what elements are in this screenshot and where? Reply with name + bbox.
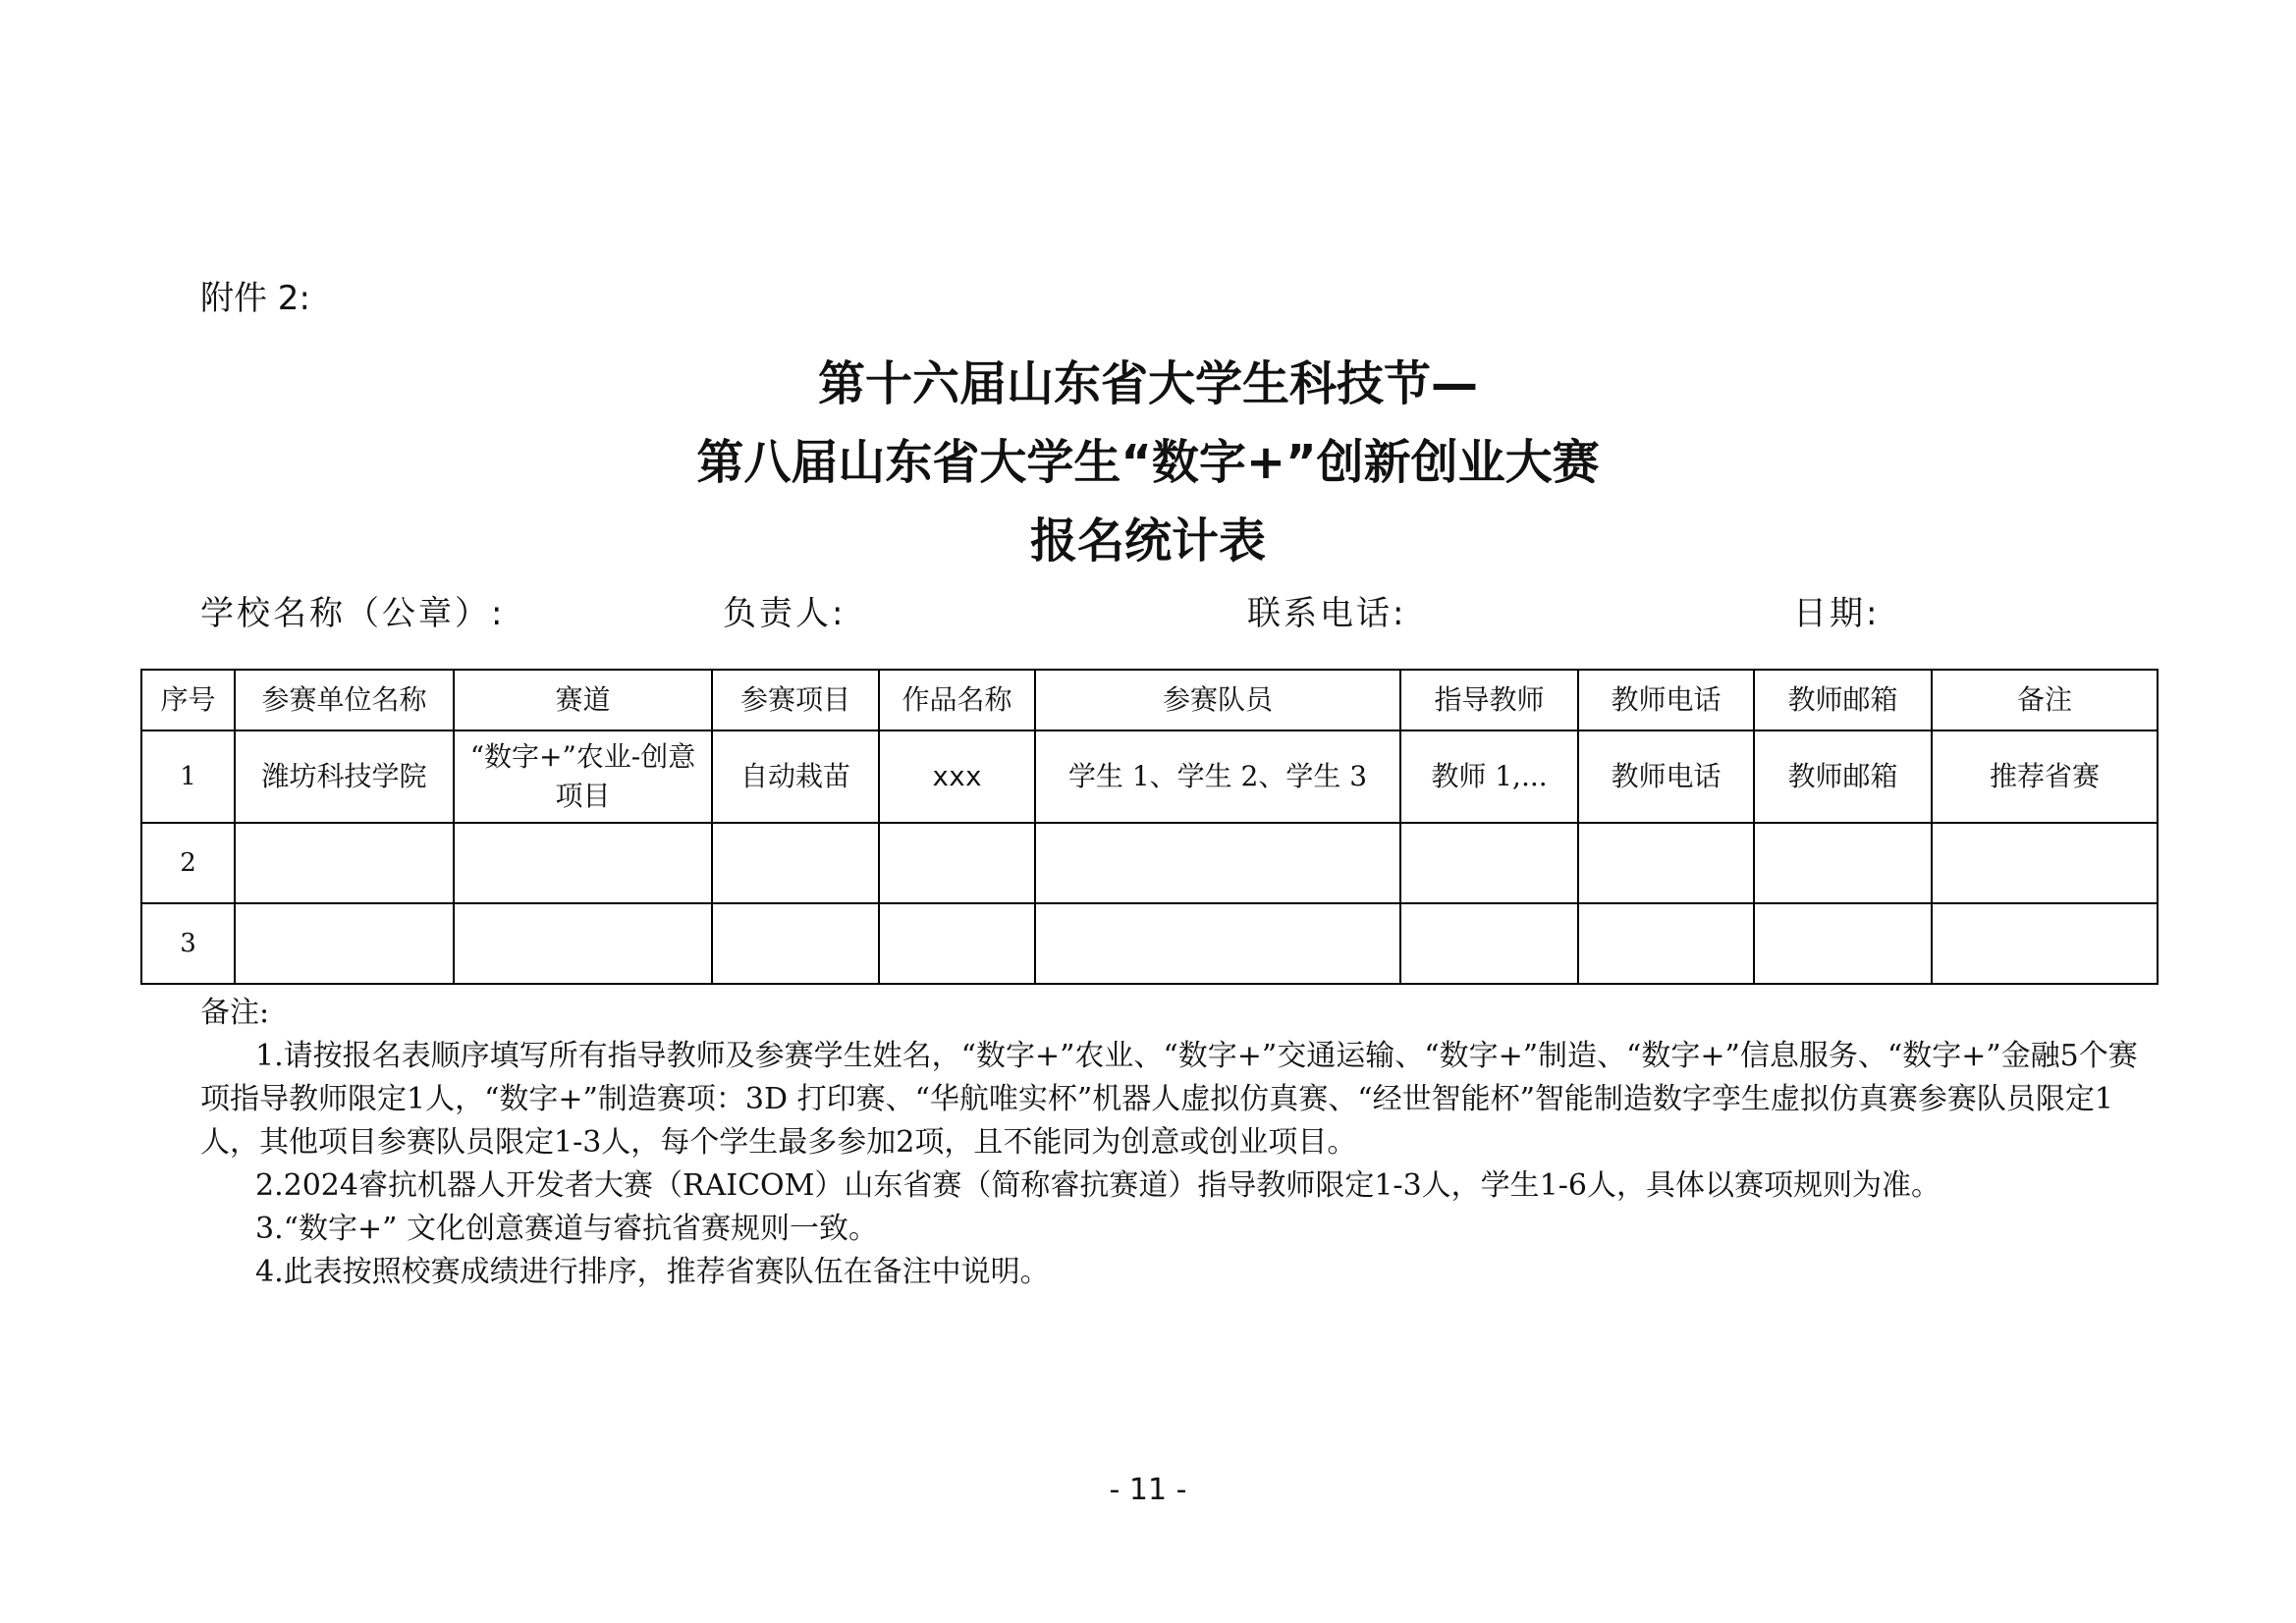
date-label: 日期:: [1793, 594, 1881, 633]
table-cell: 教师 1,...: [1400, 730, 1578, 823]
table-cell: [1754, 903, 1932, 984]
table-cell: [1035, 903, 1400, 984]
responsible-person-label: 负责人:: [723, 594, 847, 633]
table-cell: [454, 823, 712, 903]
table-cell: 学生 1、学生 2、学生 3: [1035, 730, 1400, 823]
header-cell: 备注: [1932, 670, 2158, 730]
header-cell: 指导教师: [1400, 670, 1578, 730]
title-line-3: 报名统计表: [1029, 514, 1266, 568]
note-item: 3.“数字+” 文化创意赛道与睿抗省赛规则一致。: [255, 1212, 878, 1246]
notes-section: [200, 992, 2155, 1294]
notes-heading: 备注:: [200, 996, 270, 1030]
table-cell: [454, 903, 712, 984]
table-row: [141, 823, 2158, 903]
page-number: - 11 -: [1109, 1473, 1187, 1507]
table-row: [141, 903, 2158, 984]
table-cell: [235, 903, 454, 984]
table-cell: [1932, 903, 2158, 984]
table-cell: 1: [141, 730, 235, 823]
table-cell: [235, 823, 454, 903]
attachment-label: 附件 2:: [200, 279, 310, 318]
table-cell: [879, 903, 1035, 984]
table-cell: [1400, 903, 1578, 984]
header-cell: 参赛单位名称: [235, 670, 454, 730]
table-cell: “数字+”农业-创意项目: [454, 730, 712, 823]
note-item: 2.2024睿抗机器人开发者大赛（RAICOM）山东省赛（简称睿抗赛道）指导教师限定1-3人，学生1-6人，具体以赛项规则为准。: [255, 1168, 1941, 1203]
table-cell: 2: [141, 823, 235, 903]
table-cell: [879, 823, 1035, 903]
contact-phone-label: 联系电话:: [1247, 594, 1407, 633]
table-cell: [1754, 823, 1932, 903]
table-cell: 推荐省赛: [1932, 730, 2158, 823]
header-cell: 参赛项目: [712, 670, 879, 730]
header-cell: 作品名称: [879, 670, 1035, 730]
table-cell: 教师电话: [1578, 730, 1754, 823]
table-cell: 自动栽苗: [712, 730, 879, 823]
title-line-2: 第八届山东省大学生“数字+”创新创业大赛: [696, 435, 1600, 490]
table-cell: [1035, 823, 1400, 903]
note-item: 4.此表按照校赛成绩进行排序，推荐省赛队伍在备注中说明。: [255, 1255, 1050, 1289]
table-header-row: [141, 670, 2158, 730]
school-name-label: 学校名称（公章）:: [200, 594, 506, 633]
table-cell: 教师邮箱: [1754, 730, 1932, 823]
table-cell: 潍坊科技学院: [235, 730, 454, 823]
title-line-1: 第十六届山东省大学生科技节—: [817, 356, 1478, 411]
table-cell: [712, 903, 879, 984]
table-cell: [1578, 823, 1754, 903]
note-item: 1.请按报名表顺序填写所有指导教师及参赛学生姓名，“数字+”农业、“数字+”交通运输、“数字+”制造、“数字+”信息服务、“数字+”金融5个赛项指导教师限定1人，“数字+”制造赛项：3D 打印赛、“华航唯实杯”机器人虚拟仿真赛、“经世智能杯”智能制造数字孪生虚拟仿真赛参赛队员限定1人，其他项目参赛队员限定1-3人，每个学生最多参加2项，且不能同为创意或创业项目。: [200, 1039, 2138, 1160]
table-row: [141, 730, 2158, 823]
header-cell: 序号: [141, 670, 235, 730]
table-cell: [1400, 823, 1578, 903]
table-cell: 3: [141, 903, 235, 984]
registration-table: [140, 669, 2159, 985]
table-cell: [1578, 903, 1754, 984]
header-cell: 赛道: [454, 670, 712, 730]
table-cell: [712, 823, 879, 903]
header-cell: 教师电话: [1578, 670, 1754, 730]
table-cell: [1932, 823, 2158, 903]
table-cell: xxx: [879, 730, 1035, 823]
header-cell: 参赛队员: [1035, 670, 1400, 730]
header-cell: 教师邮箱: [1754, 670, 1932, 730]
